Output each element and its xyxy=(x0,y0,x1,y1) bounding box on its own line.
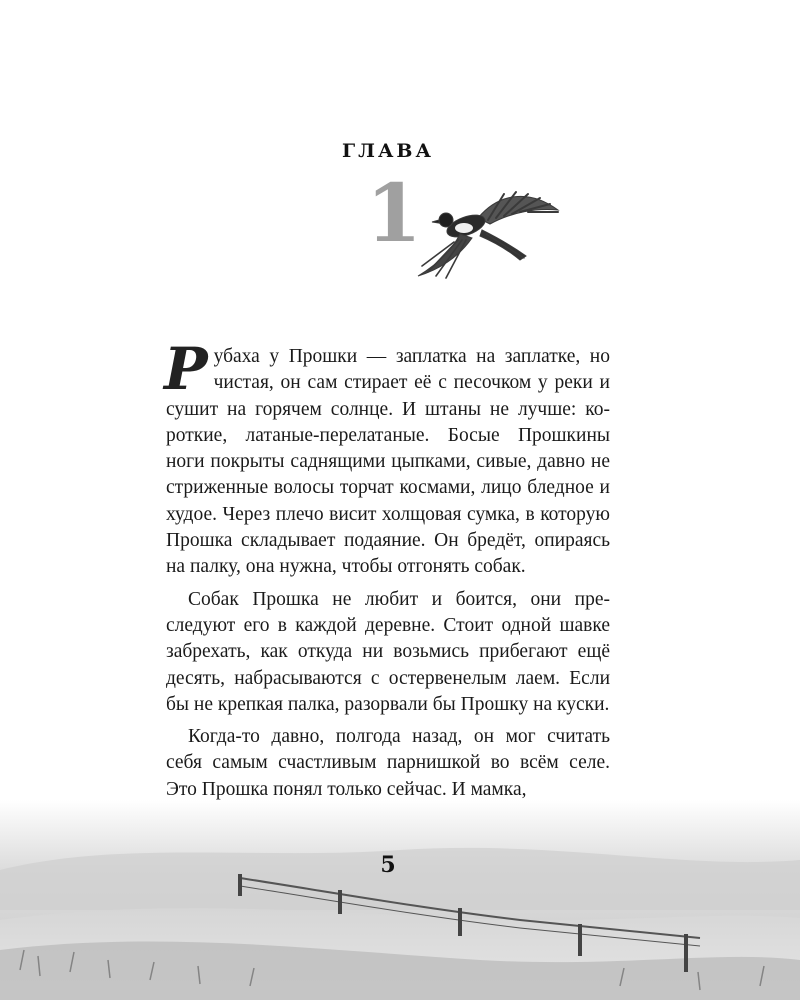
magpie-illustration xyxy=(408,180,564,290)
paragraph-1 xyxy=(164,335,610,581)
page-number: 5 xyxy=(380,852,396,878)
paragraph-1-text: убаха у Прошки — заплатка на заплатке, но чистая, он сам стирает её с песочком у реки и сушит на горячем солнце. И штаны не лучше: короткие, латаные-перелатаные. Босые Прошкины ноги покрыты саднящими цыпками, сивые, давно не стриженные волосы торчат космами, лицо бледное и худое. Через плечо висит холщовая сумка, в которую Прошка складывает подаяние. Он бредёт, опираясь на палку, она нужна, чтобы отгонять собак. xyxy=(166,346,610,578)
paragraph-2: Собак Прошка не любит и боится, они преследуют его в каждой деревне. Стоит одной шавке забрехать, как откуда ни возьмись прибегают ещё десять, набрасываются с остервенелым лаем. Если бы не крепкая палка, разорвали бы Прошку на куски. xyxy=(166,588,610,715)
landscape-illustration xyxy=(0,800,800,1000)
drop-cap: Р xyxy=(164,335,208,403)
chapter-number: 1 xyxy=(366,166,422,260)
chapter-text xyxy=(164,335,610,803)
chapter-label: ГЛАВА xyxy=(342,140,434,162)
paragraph-3: Когда-то давно, полгода назад, он мог считать себя самым счастливым парнишкой во всём селе. Это Прошка понял только сейчас. И мамка, xyxy=(166,726,610,800)
